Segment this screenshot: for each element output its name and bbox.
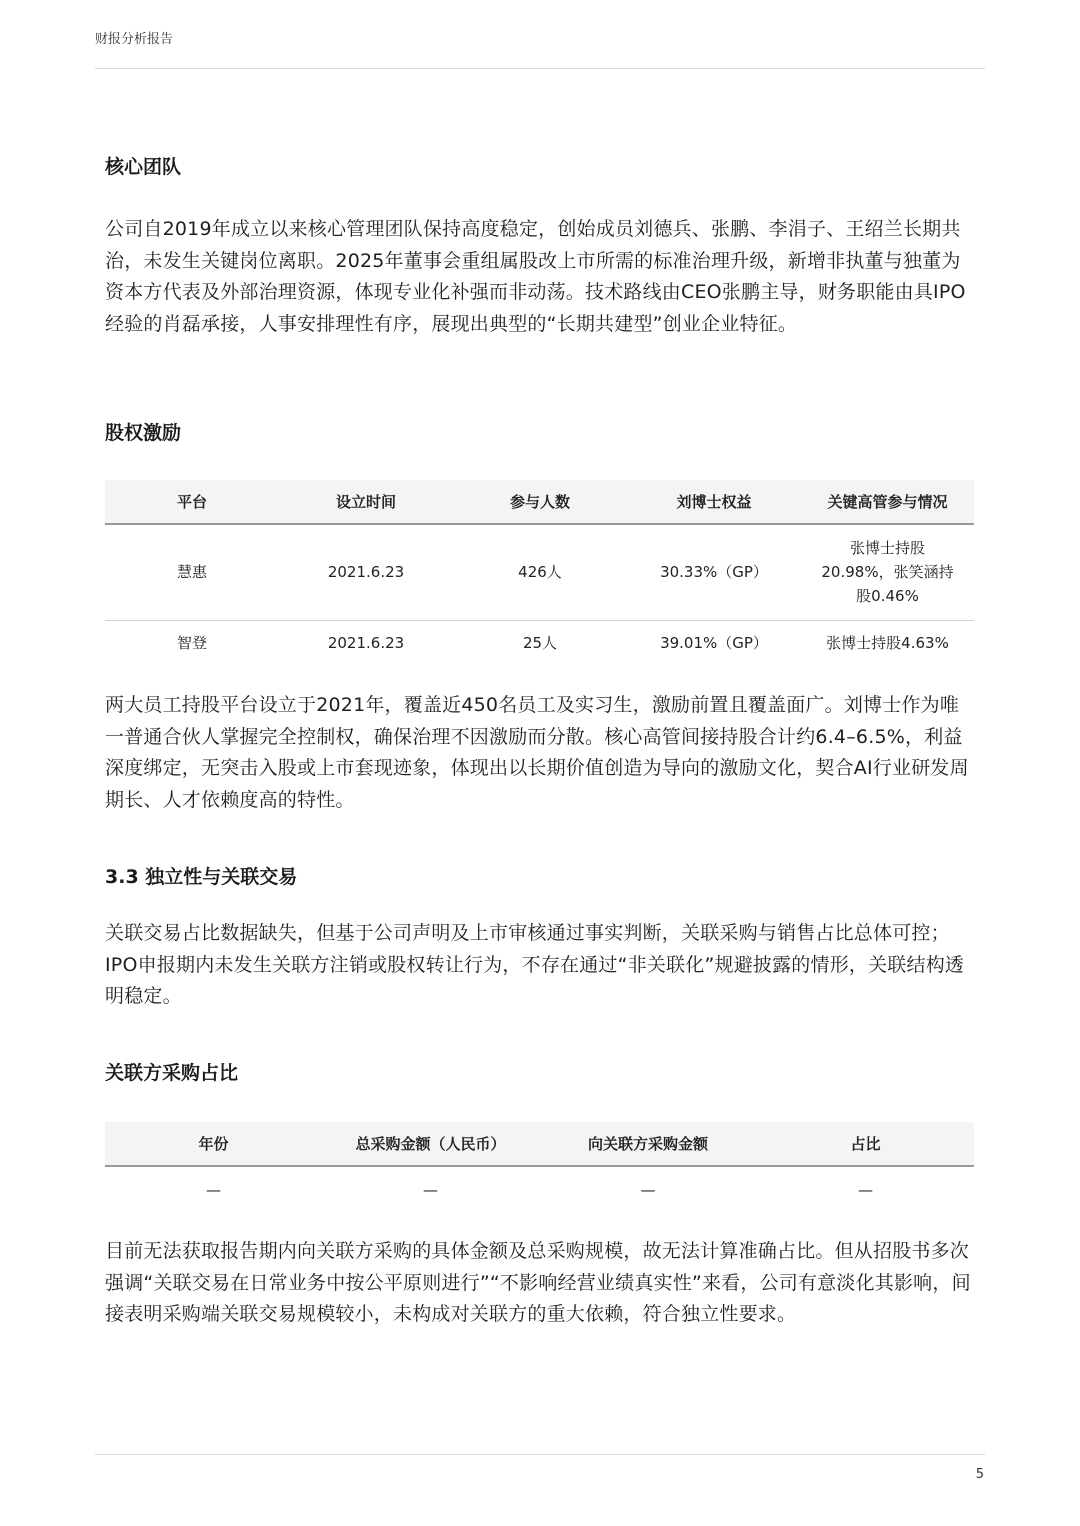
table-header-row bbox=[105, 1122, 974, 1166]
table-cell: 2021.6.23 bbox=[327, 563, 405, 582]
related-purchase-heading: 关联方采购占比 bbox=[105, 1062, 239, 1084]
table-row bbox=[105, 620, 974, 666]
footer-divider bbox=[95, 1454, 985, 1455]
column-header: 设立时间 bbox=[279, 480, 453, 524]
table-row bbox=[105, 1166, 974, 1212]
core-team-heading: 核心团队 bbox=[105, 156, 182, 178]
column-header: 向关联方采购金额 bbox=[539, 1122, 757, 1166]
table-cell: — bbox=[206, 1180, 221, 1199]
table-cell: — bbox=[640, 1180, 656, 1199]
column-header: 占比 bbox=[757, 1122, 974, 1166]
table-cell bbox=[801, 524, 974, 620]
table-cell: 30.33%（GP） bbox=[660, 563, 768, 582]
independence-paragraph: 关联交易占比数据缺失，但基于公司声明及上市审核通过事实判断，关联采购与销售占比总体可控；IPO申报期内未发生关联方注销或股权转让行为，不存在通过“非关联化”规避披露的情形，关联结构透明稳定。 bbox=[105, 922, 965, 1007]
header-divider bbox=[95, 68, 985, 69]
table-cell: 慧惠 bbox=[176, 563, 207, 582]
table-cell: 39.01%（GP） bbox=[627, 620, 801, 666]
related-purchase-table bbox=[105, 1122, 974, 1212]
column-header: 平台 bbox=[105, 480, 279, 524]
column-header: 关键高管参与情况 bbox=[801, 480, 974, 524]
report-header-title: 财报分析报告 bbox=[95, 32, 174, 47]
table-header-row bbox=[105, 480, 974, 524]
column-header: 参与人数 bbox=[453, 480, 627, 524]
equity-incentive-table bbox=[105, 480, 974, 666]
table-cell: 张博士持股4.63% bbox=[801, 620, 974, 666]
table-row bbox=[105, 524, 974, 620]
column-header: 刘博士权益 bbox=[627, 480, 801, 524]
table-cell: 25人 bbox=[453, 620, 627, 666]
related-purchase-paragraph: 目前无法获取报告期内向关联方采购的具体金额及总采购规模，故无法计算准确占比。但从招股书多次强调“关联交易在日常业务中按公平原则进行”“不影响经营业绩真实性”来看，公司有意淡化其影响，间接表明采购端关联交易规模较小，未构成对关联方的重大依赖，符合独立性要求。 bbox=[105, 1240, 971, 1325]
cell-text: 张博士持股20.98%，张笑涵持股0.46% bbox=[821, 539, 954, 606]
table-cell: — bbox=[858, 1180, 873, 1199]
independence-heading: 3.3 独立性与关联交易 bbox=[105, 866, 298, 888]
column-header: 总采购金额（人民币） bbox=[322, 1122, 539, 1166]
table-cell: — bbox=[423, 1180, 438, 1199]
core-team-paragraph: 公司自2019年成立以来核心管理团队保持高度稳定，创始成员刘德兵、张鹏、李涓子、王绍兰长期共治，未发生关键岗位离职。2025年董事会重组属股改上市所需的标准治理升级，新增非执董与独董为资本方代表及外部治理资源，体现专业化补强而非动荡。技术路线由CEO张鹏主导，财务职能由具IPO经验的肖磊承接，人事安排理性有序，展现出典型的“长期共建型”创业企业特征。 bbox=[105, 218, 966, 335]
equity-incentive-heading: 股权激励 bbox=[105, 422, 182, 444]
equity-incentive-paragraph: 两大员工持股平台设立于2021年，覆盖近450名员工及实习生，激励前置且覆盖面广。刘博士作为唯一普通合伙人掌握完全控制权，确保治理不因激励而分散。核心高管间接持股合计约6.4–6.5%，利益深度绑定，无突击入股或上市套现迹象，体现出以长期价值创造为导向的激励文化，契合AI行业研发周期长、人才依赖度高的特性。 bbox=[105, 694, 969, 811]
table-cell: 426人 bbox=[518, 563, 562, 582]
table-cell: 智登 bbox=[105, 620, 279, 666]
page-number: 5 bbox=[975, 1467, 984, 1482]
column-header: 年份 bbox=[105, 1122, 322, 1166]
table-cell: 2021.6.23 bbox=[279, 620, 453, 666]
